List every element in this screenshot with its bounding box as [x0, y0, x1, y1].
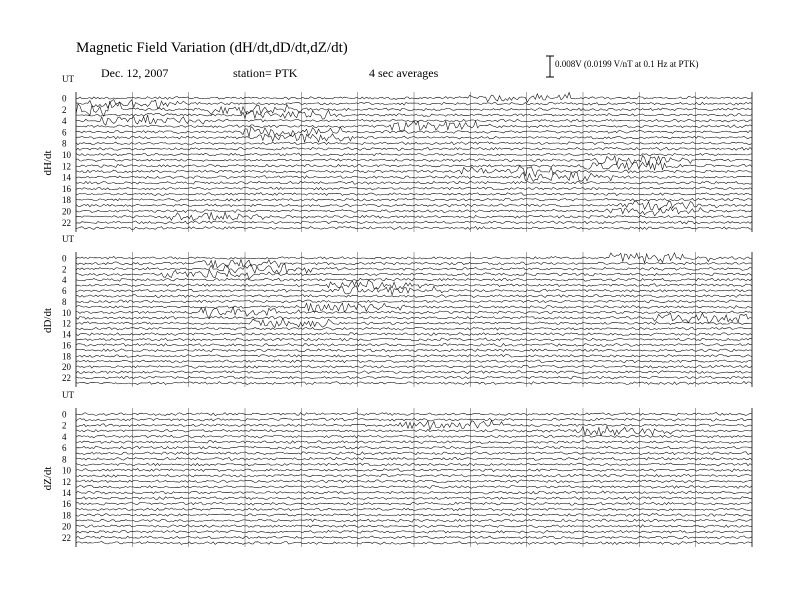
hour-label: 8 — [62, 454, 67, 465]
hour-label: 6 — [62, 127, 67, 138]
panel-0 — [42, 74, 752, 232]
hour-label: 12 — [62, 161, 71, 172]
hour-label: 2 — [62, 264, 67, 275]
hour-label: 22 — [62, 532, 71, 543]
hour-label: 0 — [62, 253, 67, 264]
hour-label: 10 — [62, 150, 71, 161]
hour-label: 18 — [62, 351, 71, 362]
hour-label: 10 — [62, 307, 71, 318]
panel-2 — [42, 390, 752, 547]
hour-label: 12 — [62, 476, 71, 487]
scale-bar-label: 0.008V (0.0199 V/nT at 0.1 Hz at PTK) — [555, 59, 699, 69]
hour-label: 22 — [62, 373, 71, 384]
hour-label: 4 — [62, 275, 67, 286]
hour-label: 12 — [62, 318, 71, 329]
hour-label: 2 — [62, 420, 67, 431]
hour-label: 14 — [62, 488, 71, 499]
hour-label: 0 — [62, 93, 67, 104]
hour-label: 10 — [62, 465, 71, 476]
panel-1 — [42, 234, 752, 387]
component-label: dZ/dt — [42, 466, 54, 491]
date-label: Dec. 12, 2007 — [101, 66, 169, 80]
hour-label: 16 — [62, 499, 71, 510]
hour-label: 4 — [62, 116, 67, 127]
hour-label: 8 — [62, 138, 67, 149]
station-label: station= PTK — [233, 66, 298, 80]
hour-label: 20 — [62, 206, 71, 217]
hour-label: 14 — [62, 172, 71, 183]
hour-label: 16 — [62, 183, 71, 194]
hour-label: 20 — [62, 362, 71, 373]
component-label: dD/dt — [42, 307, 54, 334]
hour-label: 18 — [62, 510, 71, 521]
hour-label: 4 — [62, 431, 67, 442]
hour-label: 0 — [62, 409, 67, 420]
averaging-label: 4 sec averages — [369, 66, 439, 80]
component-label: dH/dt — [42, 150, 54, 176]
ut-label: UT — [62, 390, 74, 400]
hour-label: 6 — [62, 443, 67, 454]
hour-label: 2 — [62, 104, 67, 115]
ut-label: UT — [62, 234, 74, 244]
hour-label: 22 — [62, 217, 71, 228]
hour-label: 6 — [62, 286, 67, 297]
hour-label: 14 — [62, 329, 71, 340]
hour-label: 8 — [62, 296, 67, 307]
hour-label: 16 — [62, 340, 71, 351]
hour-label: 18 — [62, 195, 71, 206]
ut-label: UT — [62, 74, 74, 84]
hour-label: 20 — [62, 521, 71, 532]
chart-title: Magnetic Field Variation (dH/dt,dD/dt,dZ/dt) — [76, 40, 348, 56]
